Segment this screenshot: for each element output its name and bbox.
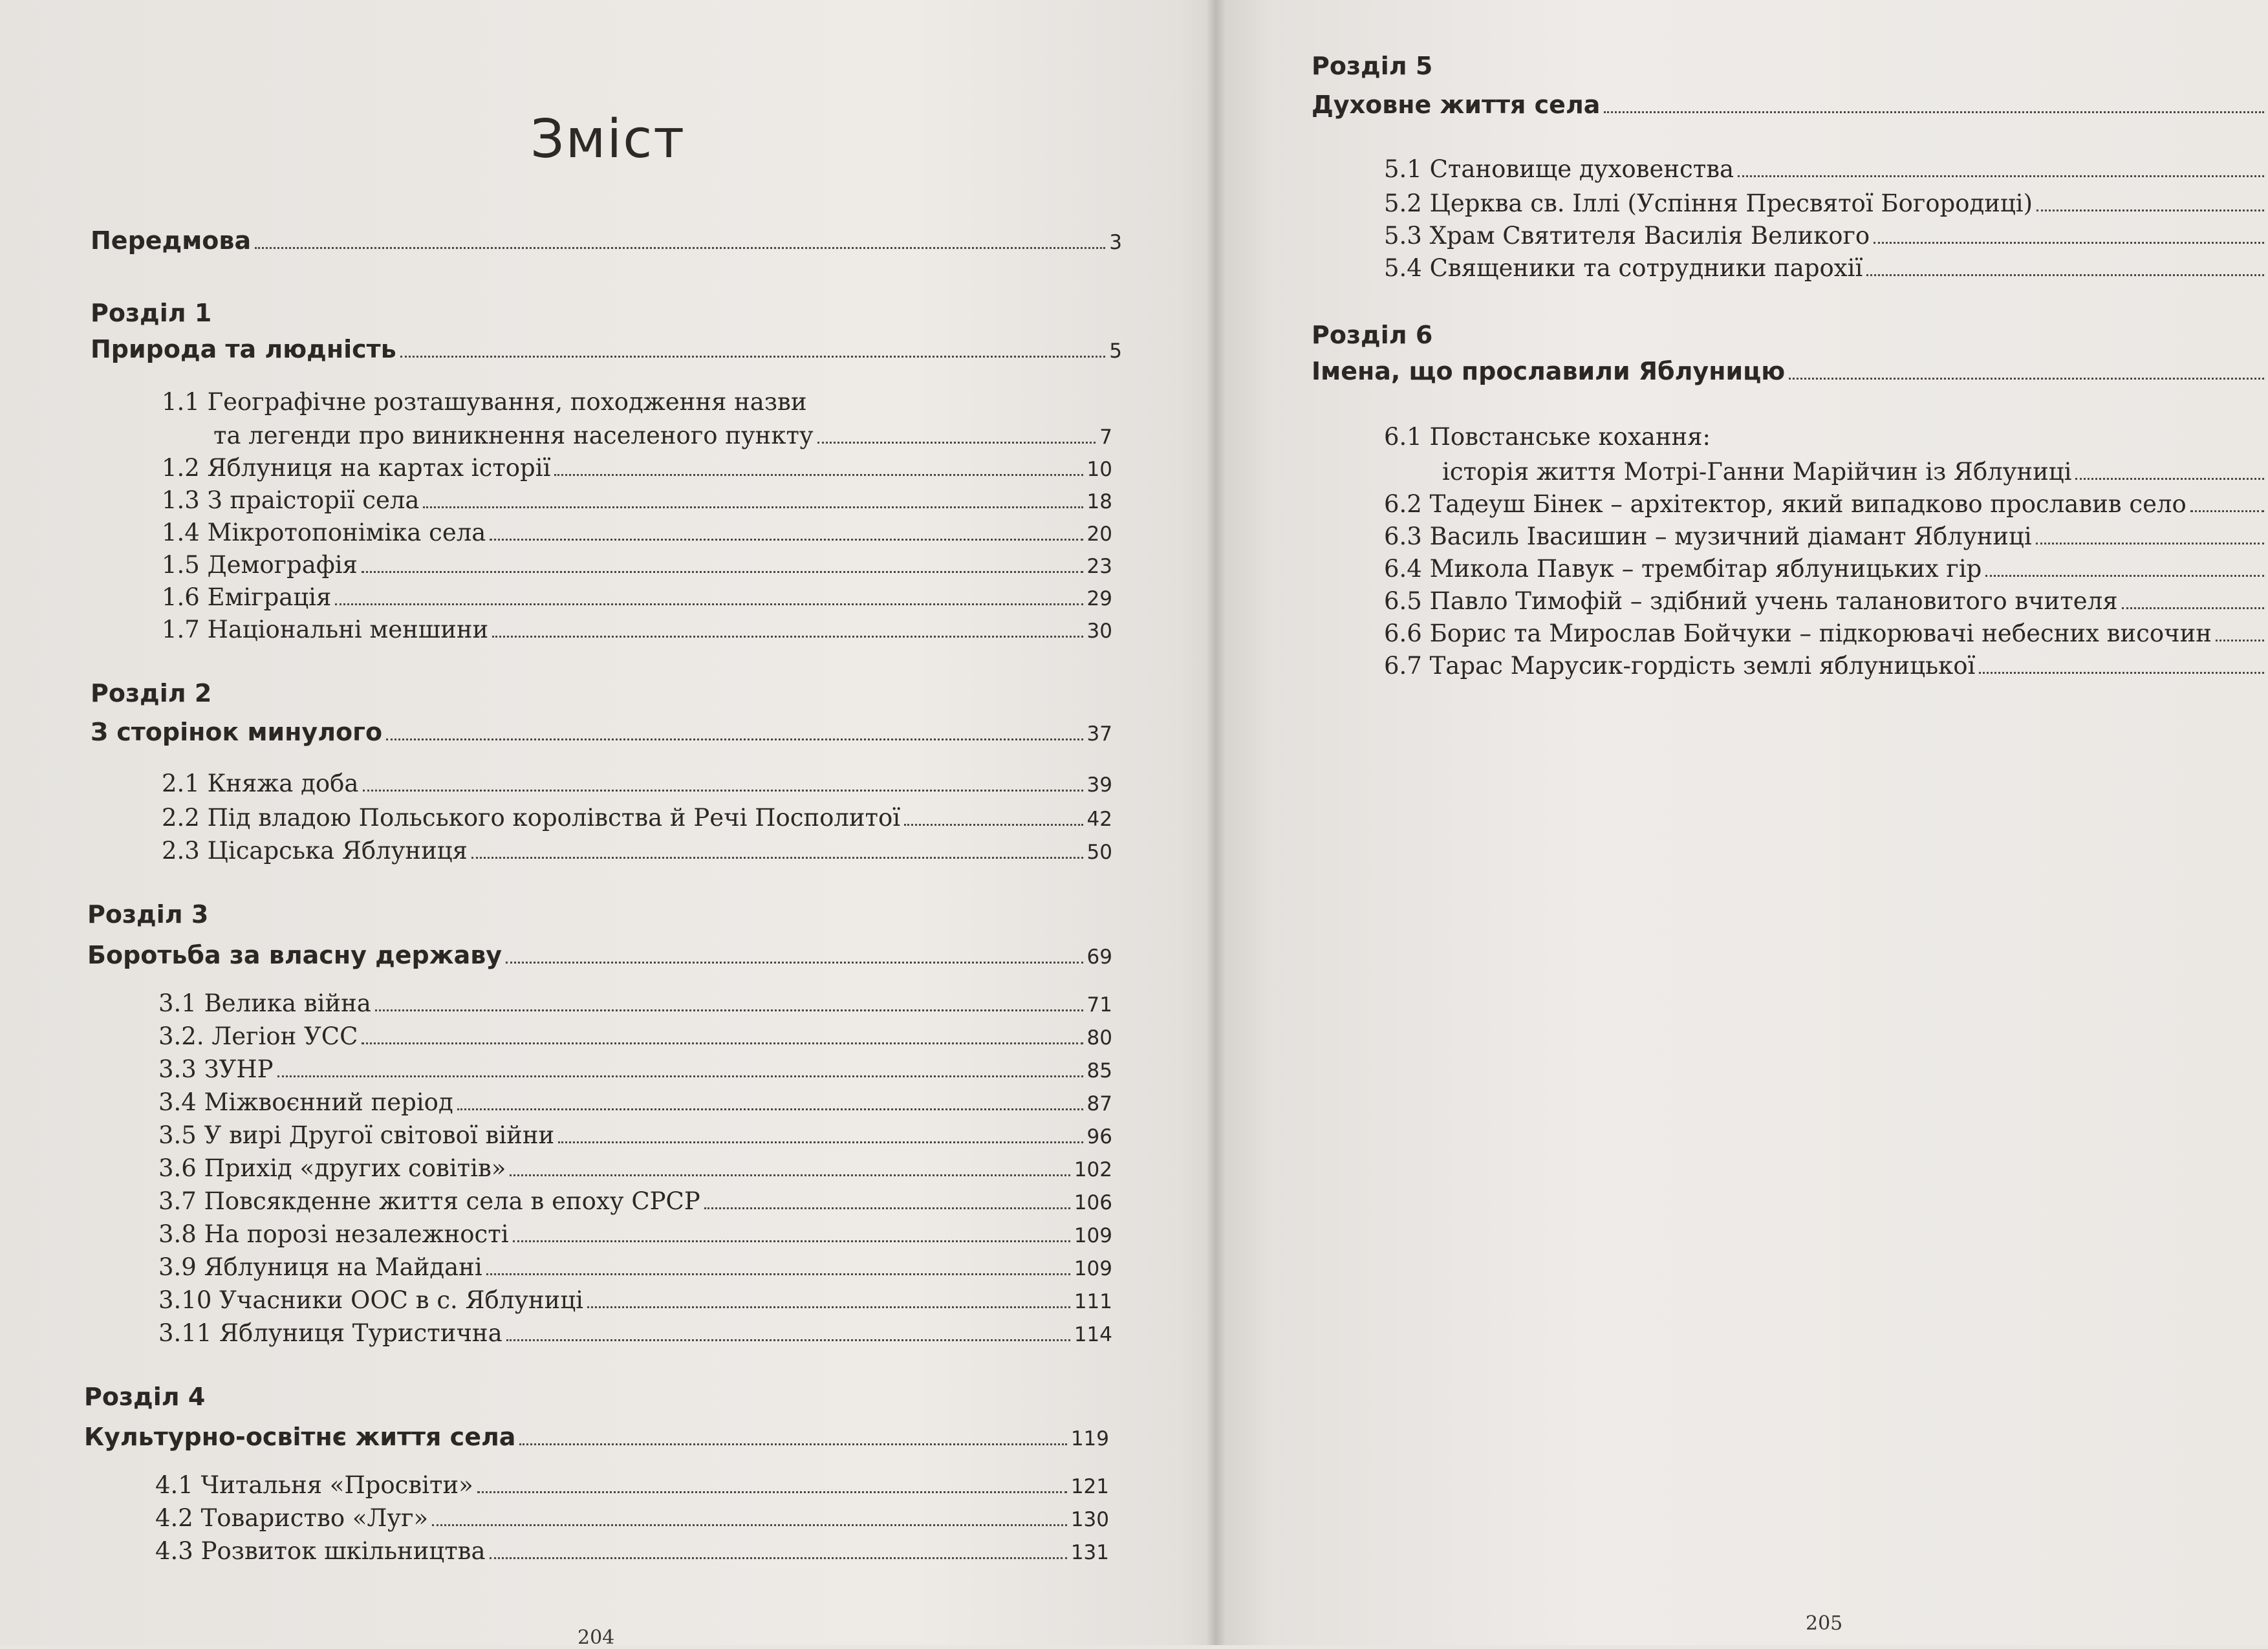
toc-entry-chapter (1312, 357, 2268, 385)
toc-entry (1384, 189, 2268, 217)
toc-entry (158, 1187, 1112, 1215)
dot-leader (2216, 640, 2264, 641)
entry-page: 69 (1086, 945, 1112, 969)
entry-page: 50 (1086, 841, 1112, 864)
toc-entry-foreword (91, 226, 1122, 255)
entry-page: 114 (1074, 1323, 1112, 1346)
toc-entry (1384, 490, 2268, 518)
entry-page: 42 (1086, 808, 1112, 831)
dot-leader (375, 1009, 1083, 1011)
dot-leader (277, 1075, 1083, 1077)
toc-entry (158, 1022, 1112, 1050)
dot-leader (2190, 510, 2264, 512)
dot-leader (255, 247, 1105, 249)
entry-label: Передмова (91, 226, 252, 255)
chapter-label: Розділ 5 (1312, 52, 1433, 80)
toc-entry (1384, 620, 2268, 647)
dot-leader (817, 442, 1096, 444)
entry-page: 30 (1086, 620, 1112, 643)
entry-label: Боротьба за власну державу (87, 941, 502, 969)
entry-label: 6.4 Микола Павук – трембітар яблуницьких гір (1384, 555, 1982, 583)
entry-page: 109 (1074, 1224, 1112, 1247)
entry-label: 3.5 У вирі Другої світової війни (158, 1121, 555, 1149)
dot-leader (2036, 543, 2264, 544)
dot-leader (335, 603, 1083, 605)
toc-entry (162, 804, 1112, 832)
entry-label: 5.4 Священики та сотрудники парохії (1384, 254, 1863, 282)
dot-leader (477, 1491, 1067, 1493)
toc-entry (158, 1220, 1112, 1248)
dot-leader (362, 571, 1083, 573)
entry-label: 5.3 Храм Святителя Василія Великого (1384, 222, 1870, 250)
dot-leader (386, 738, 1083, 740)
dot-leader (1874, 242, 2264, 244)
dot-leader (904, 824, 1083, 826)
toc-entry (162, 551, 1112, 579)
toc-entry-chapter (91, 335, 1122, 363)
dot-leader (558, 1141, 1083, 1143)
page-number: 205 (1806, 1612, 1843, 1635)
entry-label: Імена, що прославили Яблуницю (1312, 357, 1786, 385)
dot-leader (432, 1524, 1067, 1526)
chapter-label: Розділ 4 (84, 1383, 206, 1411)
entry-page: 71 (1086, 993, 1112, 1017)
toc-entry (158, 1121, 1112, 1149)
entry-label: 2.2 Під владою Польського королівства й Речі Посполитої (162, 804, 901, 832)
toc-entry (1384, 254, 2268, 282)
book-gutter (1206, 0, 1226, 1645)
toc-entry-label-line1: 1.1 Географічне розташування, походження назви (162, 388, 807, 416)
toc-entry (1442, 458, 2268, 486)
dot-leader (363, 790, 1083, 792)
entry-label: 5.2 Церква св. Іллі (Успіння Пресвятої Богородиці) (1384, 189, 2033, 217)
toc-entry (162, 583, 1112, 611)
entry-label: 6.2 Тадеуш Бінек – архітектор, який випадково прославив село (1384, 490, 2187, 518)
dot-leader (1985, 575, 2264, 577)
entry-label: 1.7 Національні меншини (162, 616, 489, 643)
entry-label: історія життя Мотрі-Ганни Марійчин із Яблуниці (1442, 458, 2072, 486)
chapter-label: Розділ 6 (1312, 321, 1433, 349)
entry-label: 3.8 На порозі незалежності (158, 1220, 509, 1248)
entry-label: 5.1 Становище духовенства (1384, 155, 1734, 183)
entry-page: 119 (1070, 1427, 1109, 1450)
entry-page: 23 (1086, 555, 1112, 578)
toc-entry (1384, 652, 2268, 680)
dot-leader (510, 1174, 1070, 1176)
entry-label: Духовне життя села (1312, 91, 1601, 119)
dot-leader (1789, 378, 2264, 380)
toc-entry (1384, 555, 2268, 583)
chapter-label: Розділ 3 (87, 900, 209, 929)
chapter-label: Розділ 1 (91, 299, 212, 327)
entry-label: 4.1 Читальня «Просвіти» (155, 1471, 473, 1499)
entry-page: 20 (1086, 523, 1112, 546)
toc-entry (162, 486, 1112, 514)
entry-label: 1.4 Мікротопоніміка села (162, 519, 486, 546)
dot-leader (471, 857, 1083, 859)
entry-page: 121 (1070, 1475, 1109, 1498)
entry-page: 131 (1070, 1541, 1109, 1564)
dot-leader (2122, 607, 2264, 609)
entry-label: 3.1 Велика війна (158, 989, 371, 1017)
entry-label: 6.7 Тарас Марусик-гордість землі яблуницької (1384, 652, 1976, 680)
dot-leader (457, 1108, 1083, 1110)
right-page (1229, 0, 2268, 1645)
toc-entry (158, 1319, 1112, 1347)
chapter-label: Розділ 2 (91, 679, 212, 707)
entry-label: 3.3 ЗУНР (158, 1055, 274, 1083)
dot-leader (506, 962, 1083, 964)
entry-page: 18 (1086, 490, 1112, 513)
dot-leader (1604, 111, 2264, 113)
toc-entry (158, 1088, 1112, 1116)
toc-entry (158, 1055, 1112, 1083)
entry-page: 106 (1074, 1191, 1112, 1214)
entry-page: 87 (1086, 1092, 1112, 1116)
toc-entry (155, 1537, 1109, 1565)
toc-entry (162, 454, 1112, 482)
entry-label: Культурно-освітнє життя села (84, 1423, 516, 1451)
entry-label: Природа та людність (91, 335, 396, 363)
toc-entry (158, 1154, 1112, 1182)
toc-entry (162, 616, 1112, 643)
entry-label: З сторінок минулого (91, 718, 383, 746)
dot-leader (490, 539, 1083, 541)
entry-label: 6.3 Василь Івасишин – музичний діамант Яблуниці (1384, 523, 2032, 550)
dot-leader (423, 506, 1083, 508)
entry-label: 4.3 Розвиток шкільництва (155, 1537, 486, 1565)
toc-entry (158, 989, 1112, 1017)
dot-leader (513, 1240, 1070, 1242)
entry-label: 2.3 Цісарська Яблуниця (162, 837, 468, 865)
dot-leader (519, 1443, 1066, 1445)
dot-leader (587, 1306, 1070, 1308)
entry-page: 96 (1086, 1125, 1112, 1148)
entry-page: 109 (1074, 1257, 1112, 1280)
entry-label: 3.7 Повсякденне життя села в епоху СРСР (158, 1187, 700, 1215)
dot-leader (506, 1339, 1070, 1341)
entry-page: 111 (1074, 1290, 1112, 1313)
entry-label: 4.2 Товариство «Луг» (155, 1504, 429, 1532)
toc-entry (1384, 222, 2268, 250)
dot-leader (362, 1042, 1083, 1044)
entry-label: 3.10 Учасники ООС в с. Яблуниці (158, 1286, 583, 1314)
toc-entry-chapter (84, 1423, 1109, 1451)
toc-entry-chapter (87, 941, 1112, 969)
toc-entry (155, 1471, 1109, 1499)
entry-label: 6.6 Борис та Мирослав Бойчуки – підкорювачі небесних височин (1384, 620, 2212, 647)
entry-page: 3 (1109, 231, 1122, 254)
toc-title: Зміст (530, 109, 686, 170)
dot-leader (1738, 175, 2264, 177)
dot-leader (486, 1273, 1070, 1275)
entry-label: та легенди про виникнення населеного пункту (213, 422, 814, 449)
entry-label: 1.3 З праісторії села (162, 486, 420, 514)
dot-leader (1979, 672, 2264, 674)
dot-leader (554, 474, 1083, 476)
entry-page: 102 (1074, 1158, 1112, 1181)
entry-label: 1.2 Яблуниця на картах історії (162, 454, 551, 482)
toc-entry (162, 770, 1112, 797)
toc-entry (213, 422, 1112, 449)
toc-entry (1384, 523, 2268, 550)
entry-label: 2.1 Княжа доба (162, 770, 359, 797)
entry-label: 3.6 Прихід «других совітів» (158, 1154, 506, 1182)
entry-label: 3.2. Легіон УСС (158, 1022, 358, 1050)
entry-page: 10 (1086, 458, 1112, 481)
entry-label: 3.4 Міжвоєнний період (158, 1088, 453, 1116)
entry-label: 6.5 Павло Тимофій – здібний учень талановитого вчителя (1384, 587, 2118, 615)
entry-page: 80 (1086, 1026, 1112, 1050)
entry-page: 7 (1099, 426, 1112, 449)
entry-page: 5 (1109, 339, 1122, 363)
toc-entry (158, 1253, 1112, 1281)
toc-entry-label-line1: 6.1 Повстанське кохання: (1384, 423, 1711, 451)
toc-entry (155, 1504, 1109, 1532)
entry-label: 3.11 Яблуниця Туристична (158, 1319, 502, 1347)
toc-entry (1384, 155, 2268, 183)
toc-entry-chapter (91, 718, 1112, 746)
entry-page: 39 (1086, 773, 1112, 797)
entry-page: 37 (1086, 722, 1112, 746)
entry-page: 29 (1086, 587, 1112, 610)
toc-entry (1384, 587, 2268, 615)
dot-leader (2075, 478, 2264, 480)
entry-label: 3.9 Яблуниця на Майдані (158, 1253, 482, 1281)
toc-entry (162, 837, 1112, 865)
dot-leader (490, 1557, 1067, 1559)
toc-entry (162, 519, 1112, 546)
entry-label: 1.6 Еміграція (162, 583, 332, 611)
page-number: 204 (578, 1626, 615, 1649)
entry-page: 130 (1070, 1508, 1109, 1531)
dot-leader (1866, 274, 2264, 276)
toc-entry-chapter (1312, 91, 2268, 119)
entry-page: 85 (1086, 1059, 1112, 1083)
dot-leader (2036, 210, 2264, 211)
dot-leader (400, 356, 1106, 358)
toc-entry (158, 1286, 1112, 1314)
dot-leader (492, 636, 1083, 638)
entry-label: 1.5 Демографія (162, 551, 358, 579)
dot-leader (704, 1207, 1070, 1209)
